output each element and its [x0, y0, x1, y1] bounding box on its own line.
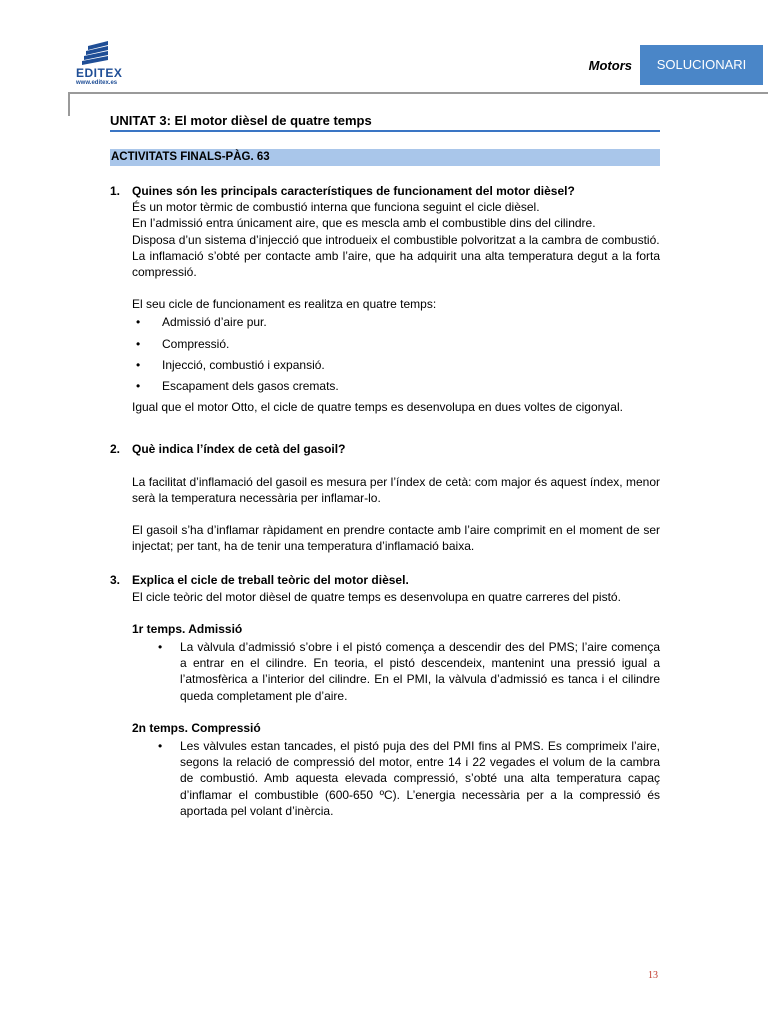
logo-url: www.editex.es: [76, 80, 118, 86]
bullet-list: [132, 314, 660, 394]
unit-title-rule: [110, 130, 660, 132]
list-item: • Admissió d’aire pur.: [132, 314, 660, 330]
question-1: [110, 183, 660, 199]
paragraph: La inflamació s’obté per contacte amb l’aire, que ha adquirit una alta temperatura degut a la forta compressió.: [132, 248, 660, 280]
header-divider: [68, 92, 768, 94]
header-divider-vertical: [68, 92, 70, 116]
bullet-list: [132, 738, 660, 819]
section-title: ACTIVITATS FINALS-PÀG. 63: [111, 151, 270, 163]
list-item: • Escapament dels gasos cremats.: [132, 378, 660, 394]
paragraph: El gasoil s’ha d’inflamar ràpidament en prendre contacte amb l’aire comprimit en el moment de ser injectat; per tant, ha de tenir una temperatura d’inflamació baixa.: [132, 523, 660, 554]
list-item: • La vàlvula d’admissió s’obre i el pistó comença a descendir des del PMS; l’aire comença a entrar en el cilindre. En teoria, el pistó descendeix, mantenint una pressió igual a l’atmosfèrica a l’interior del cilindre. En el PMI, la vàlvula d’admissió es tanca i el cilindre queda completament ple d’aire.: [132, 639, 660, 704]
list-item: • Injecció, combustió i expansió.: [132, 357, 660, 373]
paragraph: La facilitat d’inflamació del gasoil es mesura per l’índex de cetà: com major és aquest índex, menor serà la temperatura necessària per inflamar-lo.: [132, 474, 660, 505]
list-item: • Compressió.: [132, 336, 660, 352]
paragraph: El cicle teòric del motor dièsel de quatre temps es desenvolupa en quatre carreres del pistó.: [132, 589, 621, 604]
bullet-list: [132, 639, 660, 704]
subheading: 1r temps. Admissió: [132, 621, 243, 636]
editex-logo-icon: [74, 40, 114, 66]
question-number: 2.: [110, 442, 121, 457]
paragraph: En l’admissió entra únicament aire, que es mescla amb el combustible dins del cilindre.: [132, 216, 596, 231]
paragraph: És un motor tèrmic de combustió interna que funciona seguint el cicle dièsel.: [132, 200, 540, 215]
unit-title: UNITAT 3: El motor dièsel de quatre temps: [110, 113, 372, 128]
question-number: 1.: [110, 184, 121, 198]
paragraph: Disposa d’un sistema d’injecció que introdueix el combustible polvoritzat a la cambra de combustió.: [132, 232, 660, 247]
header-badge: SOLUCIONARI: [640, 45, 763, 85]
paragraph: Igual que el motor Otto, el cicle de quatre temps es desenvolupa en dues voltes de cigonyal.: [132, 400, 623, 415]
question-title: Què indica l’índex de cetà del gasoil?: [132, 442, 346, 457]
page-number: 13: [648, 970, 658, 981]
document-body: [110, 183, 660, 819]
paragraph: El seu cicle de funcionament es realitza en quatre temps:: [132, 297, 437, 312]
question-3: [110, 572, 660, 588]
question-number: 3.: [110, 573, 121, 588]
logo-text: EDITEX: [76, 66, 123, 80]
subheading: 2n temps. Compressió: [132, 720, 261, 735]
question-title: Quines són les principals característiques de funcionament del motor dièsel?: [132, 184, 575, 198]
section-header: [110, 149, 660, 166]
header-subject: Motors: [588, 58, 632, 73]
question-title: Explica el cicle de treball teòric del motor dièsel.: [132, 573, 409, 588]
editex-logo: [74, 40, 144, 100]
list-item: • Les vàlvules estan tancades, el pistó puja des del PMI fins al PMS. Es comprimeix l’aire, segons la relació de compressió del motor, entre 14 i 22 vegades el volum de la cambra de combustió. Amb aquesta elevada compressió, s’obté una alta temperatura capaç d’inflamar el combustible (600-650 ºC). L’energia necessària per a la compressió és aportada pel volant d’inèrcia.: [132, 738, 660, 819]
question-2: [110, 441, 660, 457]
